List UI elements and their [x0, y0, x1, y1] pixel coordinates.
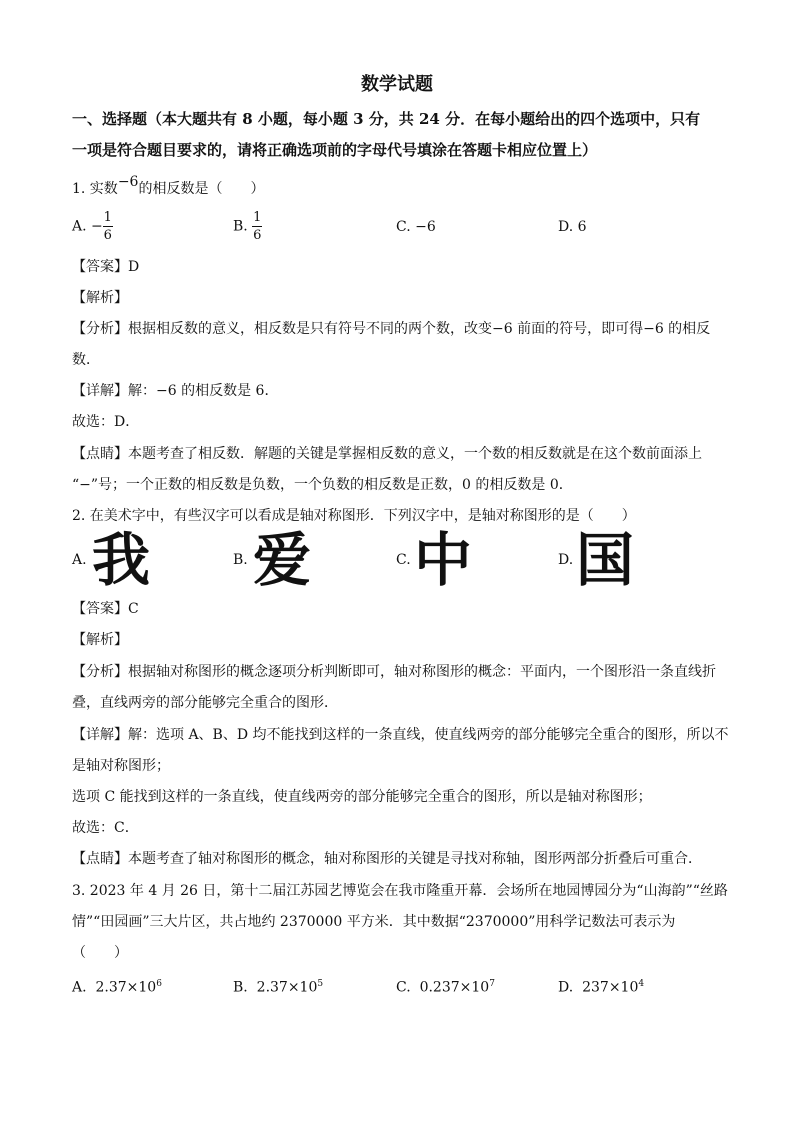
q1-answer-value: D	[128, 259, 140, 275]
q1-dianjing-line2: “−”号；一个正数的相反数是负数，一个负数的相反数是正数，0 的相反数是 0．	[72, 477, 573, 493]
q3-option-c-label: C.	[396, 979, 411, 996]
q2-analysis-tag: 【解析】	[72, 632, 128, 648]
q1-guxuan: 故选：D．	[72, 414, 140, 430]
q2-option-b-char[interactable]: 爱	[253, 526, 312, 594]
q2-option-c-label: C.	[396, 552, 411, 568]
q2-option-d-char[interactable]: 国	[576, 526, 635, 594]
q2-option-b-label: B.	[233, 552, 248, 568]
q3-option-d-exponent: 4	[638, 979, 645, 989]
q3-option-b[interactable]	[233, 979, 323, 996]
q1-fenxi-line1: 【分析】根据相反数的意义，相反数是只有符号不同的两个数，改变−6 前面的符号，即可得−6 的相反	[72, 321, 711, 337]
q3-option-a-base: 2.37×10	[95, 979, 157, 996]
q3-option-a-label: A.	[72, 979, 87, 996]
q2-guxuan: 故选：C．	[72, 820, 139, 836]
q1-answer-tag: 【答案】	[72, 259, 128, 275]
q3-option-d-base: 237×10	[582, 979, 639, 996]
q1-dianjing-line1: 【点睛】本题考查了相反数．解题的关键是掌握相反数的意义，一个数的相反数就是在这个数前面添上	[72, 446, 702, 462]
q1-option-a[interactable]	[72, 210, 113, 243]
q3-option-a[interactable]	[72, 979, 162, 996]
q1-option-c[interactable]: C. −6	[396, 219, 436, 235]
q1-option-a-numerator: 1	[103, 210, 112, 225]
q2-answer-tag: 【答案】	[72, 601, 128, 617]
q2-option-a-char[interactable]: 我	[92, 526, 151, 594]
q1-stem-pre: 1. 实数	[72, 181, 118, 197]
q1-option-b-denominator: 6	[253, 228, 262, 243]
q3-stem-line3: （ ）	[72, 945, 128, 961]
q1-answer	[72, 256, 139, 276]
q1-option-b-label: B.	[233, 218, 248, 235]
q2-dianjing: 【点睛】本题考查了轴对称图形的概念，轴对称图形的关键是寻找对称轴，图形两部分折叠后可重合．	[72, 851, 702, 867]
page-title: 数学试题	[361, 74, 433, 95]
q3-option-b-label: B.	[233, 979, 248, 996]
q1-stem-post: 的相反数是（ ）	[138, 181, 265, 197]
q1-stem-value: −6	[117, 174, 139, 190]
q1-xiangjie: 【详解】解：−6 的相反数是 6．	[72, 383, 279, 399]
q1-option-a-denominator: 6	[103, 228, 112, 243]
q2-answer-value: C	[128, 601, 139, 617]
q2-answer	[72, 598, 139, 618]
q3-option-d-label: D.	[558, 979, 574, 996]
q1-option-b-numerator: 1	[253, 210, 262, 225]
q1-option-b-fraction	[252, 210, 262, 243]
q3-option-a-exponent: 6	[156, 979, 162, 989]
q3-option-d[interactable]	[558, 979, 644, 996]
q1-option-a-fraction	[103, 210, 113, 243]
q1-analysis-tag: 【解析】	[72, 290, 128, 306]
q2-xiangjie-line2: 是轴对称图形；	[72, 758, 170, 774]
q3-stem-line2: 情”“田园画”三大片区，共占地约 2370000 平方米．其中数据“2370000”用科学记数法可表示为	[72, 914, 676, 930]
q2-xiangjie-line1: 【详解】解：选项 A、B、D 均不能找到这样的一条直线，使直线两旁的部分能够完全重合的图形，所以不	[72, 727, 729, 743]
q1-option-a-label: A.	[72, 218, 87, 235]
section-heading-line1: 一、选择题（本大题共有 8 小题，每小题 3 分，共 24 分．在每小题给出的四个选项中，只有	[72, 110, 701, 128]
section-heading-line2: 一项是符合题目要求的，请将正确选项前的字母代号填涂在答题卡相应位置上）	[72, 141, 598, 159]
q1-stem	[72, 174, 265, 198]
q3-option-c[interactable]	[396, 979, 495, 996]
q3-option-c-exponent: 7	[489, 979, 495, 989]
q3-option-b-exponent: 5	[317, 979, 324, 989]
q3-stem-line1: 3. 2023 年 4 月 26 日，第十二届江苏园艺博览会在我市隆重开幕．会场所在地园博园分为“山海韵”“丝路	[72, 883, 728, 899]
q3-option-b-base: 2.37×10	[256, 979, 318, 996]
q2-xiangjie-line3: 选项 C 能找到这样的一条直线，使直线两旁的部分能够完全重合的图形，所以是轴对称图形；	[72, 789, 652, 805]
q2-option-c-char[interactable]: 中	[414, 526, 473, 594]
q3-option-c-base: 0.237×10	[419, 979, 490, 996]
q2-fenxi-line1: 【分析】根据轴对称图形的概念逐项分析判断即可，轴对称图形的概念：平面内，一个图形沿一条直线折	[72, 664, 716, 680]
q2-stem: 2. 在美术字中，有些汉字可以看成是轴对称图形．下列汉字中，是轴对称图形的是（ ）	[72, 508, 636, 524]
q2-option-a-label: A.	[72, 552, 87, 568]
q1-fenxi-line2: 数．	[72, 352, 100, 368]
q1-option-a-sign: −	[91, 218, 103, 235]
q2-fenxi-line2: 叠，直线两旁的部分能够完全重合的图形．	[72, 695, 338, 711]
q2-option-d-label: D.	[558, 552, 574, 568]
q1-option-d[interactable]: D. 6	[558, 219, 587, 235]
q1-option-b[interactable]	[233, 210, 262, 243]
